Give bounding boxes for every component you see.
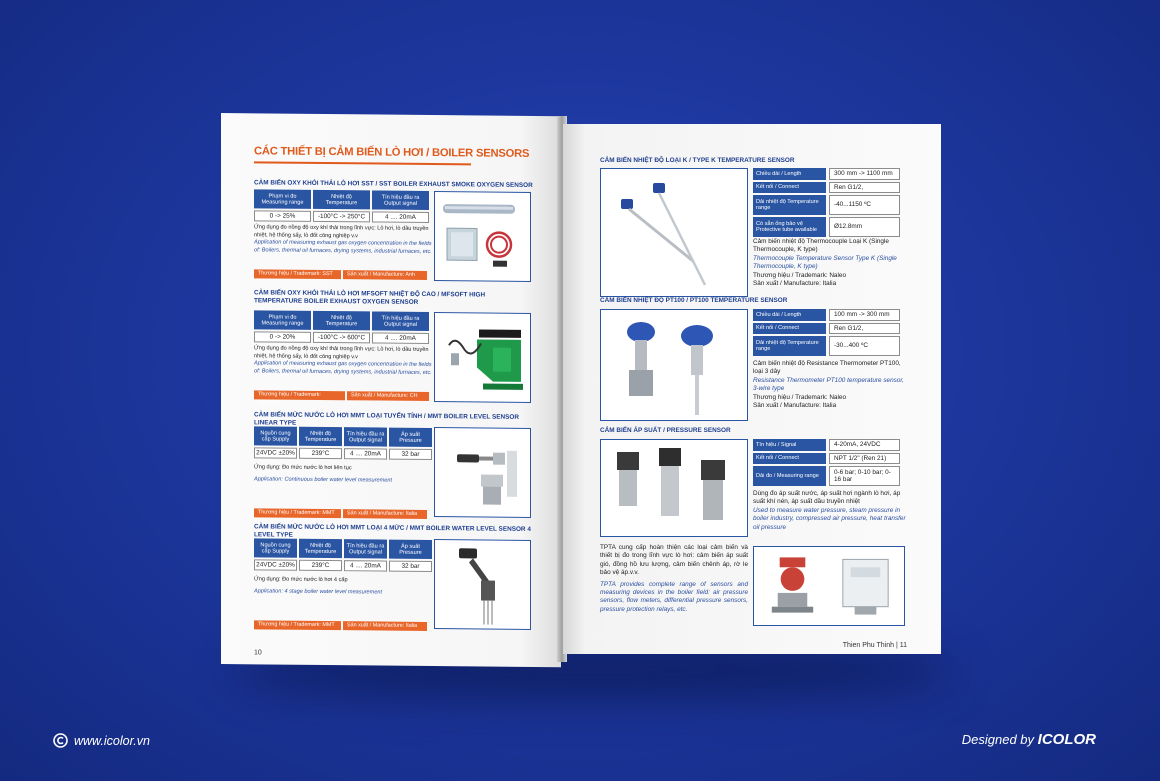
- product-photo-typek: [600, 168, 748, 297]
- designer-brand: ICOLOR: [1037, 731, 1096, 748]
- spec-list-pt100: [753, 309, 900, 358]
- description-sst: [254, 224, 432, 256]
- manufacture-text: Sản xuất / Manufacture: Italia: [753, 280, 837, 288]
- spec-row: [753, 439, 900, 451]
- spec-row: [753, 217, 900, 237]
- spec-row: [753, 195, 900, 215]
- product-photo-4level: [434, 539, 531, 630]
- transmitter-image: [758, 551, 827, 621]
- section-title-pressure: CẢM BIẾN ÁP SUẤT / PRESSURE SENSOR: [600, 427, 731, 434]
- product-photo-pressure: [600, 439, 748, 537]
- summary-en: TPTA provides complete range of sensors and measuring devices in the boiler field: air pressure sensors, flow meters, differential pressure sensors, pressure protection relays, etc.: [600, 580, 748, 613]
- spec-header: Nhiệt độ Temperature: [313, 190, 370, 210]
- spec-row: [753, 182, 900, 194]
- spec-value: 4 .... 20mA: [372, 332, 429, 344]
- spec-table-4level: [254, 538, 432, 572]
- spec-header: Tín hiệu đầu ra Output signal: [372, 311, 429, 331]
- spec-value: 32 bar: [389, 449, 432, 460]
- spec-table-sst: [254, 189, 429, 223]
- spec-value: 4 .... 20mA: [344, 560, 387, 571]
- spec-header: Tín hiệu đầu ra Output signal: [344, 427, 387, 446]
- desc-en: Application: 4 stage boiler water level measurement: [254, 587, 383, 596]
- desc-vi: Cảm biến nhiệt độ Resistance Thermometer PT100, loại 3 dây: [753, 360, 901, 376]
- spec-list-pressure: [753, 439, 900, 488]
- spec-table-linear: [254, 426, 432, 460]
- spec-val: -30...400 ºC: [829, 336, 900, 356]
- spec-row: [753, 336, 900, 356]
- section-title-4level: CẢM BIẾN MỨC NƯỚC LÒ HƠI MMT LOẠI 4 MỨC / MMT BOILER WATER LEVEL SENSOR 4 LEVEL TYPE: [254, 523, 531, 539]
- spec-value: 24VDC ±20%: [254, 447, 297, 458]
- spec-val: 100 mm -> 300 mm: [829, 309, 900, 321]
- trademark-label: Thương hiệu / Trademark: MMT: [254, 508, 341, 518]
- spec-header: Áp suất Pressure: [389, 540, 432, 559]
- spec-val: Ren G1/2,: [829, 182, 900, 194]
- spec-list-typek: [753, 168, 900, 239]
- spec-key: Kết nối / Connect: [753, 323, 826, 335]
- section-title-mfsoft: CẢM BIẾN OXY KHÓI THẢI LÒ HƠI MFSOFT NHIỆT ĐỘ CAO / MFSOFT HIGH TEMPERATURE BOILER EXHAUST OXYGEN SENSOR: [254, 289, 486, 306]
- desc-en: Application: Continuous boiler water level measurement: [254, 475, 393, 484]
- spec-key: Kết nối / Connect: [753, 453, 826, 465]
- trademark-label: Thương hiệu / Trademark: MMT: [254, 620, 341, 630]
- spec-value: 0 -> 25%: [254, 210, 311, 222]
- manufacture-label: Sản xuất / Manufacture: Italia: [343, 621, 427, 631]
- product-photo-mfsoft: [434, 312, 531, 403]
- desc-vi: Ứng dụng: Đo mức nước lò hơi liên tục: [254, 464, 352, 472]
- desc-vi: Dùng đo áp suất nước, áp suất hơi ngành lò hơi, áp suất khí nén, áp suất dầu truyền nhiệt: [753, 490, 901, 506]
- product-photo-sst: [434, 191, 531, 282]
- spec-value: 24VDC ±20%: [254, 559, 297, 570]
- description-pt100: [753, 360, 909, 410]
- desc-en: Application of measuring exhaust gas oxygen concentration in the fields of: Boilers, thermal oil furnaces, drying systems, industrial furnaces, etc.: [254, 239, 432, 255]
- trademark-label: Thương hiệu / Trademark: SST: [254, 269, 341, 279]
- manufacture-label: Sản xuất / Manufacture: Italia: [343, 509, 427, 519]
- spec-key: Có sẵn ống bảo vệ Protective tube available: [753, 217, 826, 237]
- brand-bar-mfsoft: [254, 390, 429, 408]
- section-title-pt100: CẢM BIẾN NHIỆT ĐỘ PT100 / PT100 TEMPERATURE SENSOR: [600, 297, 788, 304]
- spec-value: 0 -> 20%: [254, 331, 311, 343]
- description-mfsoft: [254, 345, 432, 377]
- brand-bar-4level: [254, 620, 427, 631]
- spec-key: Chiều dài / Length: [753, 168, 826, 180]
- spec-key: Dải nhiệt độ Temperature range: [753, 336, 826, 356]
- product-photo-linear: [434, 427, 531, 518]
- description-linear: [254, 464, 432, 485]
- desc-en: Application of measuring exhaust gas oxygen concentration in the fields of: Boilers, thermal oil furnaces, drying systems, industrial furnaces, etc.: [254, 360, 432, 376]
- right-page: [563, 124, 941, 654]
- pressure-switch-image: [831, 551, 900, 621]
- section-title-linear: CẢM BIẾN MỨC NƯỚC LÒ HƠI MMT LOẠI TUYẾN TÍNH / MMT BOILER LEVEL SENSOR LINEAR TYPE: [254, 411, 519, 427]
- desc-vi: Cảm biến nhiệt độ Thermocouple Loại K (Single Thermocouple, K type): [753, 238, 889, 254]
- section-title-sst: CẢM BIẾN OXY KHÓI THẢI LÒ HƠI SST / SST BOILER EXHAUST SMOKE OXYGEN SENSOR: [254, 179, 533, 189]
- spec-key: Dải nhiệt độ Temperature range: [753, 195, 826, 215]
- spec-table-mfsoft: [254, 310, 429, 344]
- spec-header: Nguồn cung cấp Supply: [254, 538, 297, 557]
- spec-header: Nguồn cung cấp Supply: [254, 426, 297, 445]
- spec-key: Tín hiệu / Signal: [753, 439, 826, 451]
- spec-header: Phạm vi đo Measuring range: [254, 189, 311, 209]
- product-photo-accessories: [753, 546, 905, 626]
- spec-value: 239°C: [299, 448, 342, 459]
- trademark-text: Thương hiệu / Trademark: Naleo: [753, 271, 847, 279]
- spec-header: Nhiệt độ Temperature: [299, 427, 342, 446]
- brand-bar-linear: [254, 508, 427, 519]
- page-title: CÁC THIẾT BỊ CẢM BIẾN LÒ HƠI / BOILER SENSORS: [254, 145, 530, 160]
- manufacture-label: Sản xuất / Manufacture: Anh: [343, 270, 427, 280]
- spec-value: 4 .... 20mA: [372, 211, 429, 223]
- spec-header: Nhiệt độ Temperature: [299, 539, 342, 558]
- spec-val: -40...1150 ºC: [829, 195, 900, 215]
- brand-bar-sst: [254, 269, 427, 280]
- description-pressure: [753, 490, 909, 532]
- description-4level: [254, 576, 432, 597]
- spec-value: -100°C -> 600°C: [313, 332, 370, 344]
- spec-row: [753, 453, 900, 465]
- spec-header: Tín hiệu đầu ra Output signal: [344, 539, 387, 558]
- spec-val: Ren G1/2,: [829, 323, 900, 335]
- spec-key: Kết nối / Connect: [753, 182, 826, 194]
- spec-key: Dải đo / Measuring range: [753, 466, 826, 486]
- desc-en: Thermocouple Temperature Sensor Type K (Single Thermocouple, K type): [753, 254, 897, 271]
- spec-value: 4 .... 20mA: [344, 448, 387, 459]
- spec-header: Phạm vi đo Measuring range: [254, 310, 311, 330]
- spec-val: NPT 1/2" (Ren 21): [829, 453, 900, 465]
- spec-row: [753, 168, 900, 180]
- spec-row: [753, 466, 900, 486]
- spec-row: [753, 309, 900, 321]
- page-number: 10: [254, 649, 262, 657]
- manufacture-text: Sản xuất / Manufacture: Italia: [753, 402, 837, 410]
- title-underline: [254, 161, 471, 165]
- desc-en: Used to measure water pressure, steam pressure in boiler industry, compressed air pressure, heat transfer oil pressure: [753, 506, 906, 531]
- spec-value: 32 bar: [389, 561, 432, 572]
- page-footer: Thien Phu Thinh | 11: [842, 642, 907, 649]
- desc-en: Resistance Thermometer PT100 temperature sensor, 3-wire type: [753, 376, 904, 393]
- designed-by-label: Designed by: [961, 732, 1035, 747]
- description-typek: [753, 238, 909, 288]
- spec-header: Áp suất Pressure: [389, 428, 432, 447]
- summary-vi: TPTA cung cấp hoàn thiện các loại cảm biến và thiết bị đo trong lĩnh vực lò hơi: cảm biến áp suất gió, đồng hồ lưu lượng, cảm biến chênh áp, rờ le bảo vệ áp.v.v.: [600, 544, 748, 577]
- trademark-text: Thương hiệu / Trademark: Naleo: [753, 393, 847, 401]
- spec-val: 0-6 bar; 0-10 bar; 0-16 bar: [829, 466, 900, 486]
- trademark-label: Thương hiệu / Trademark: MFSOFT: [254, 390, 345, 400]
- copyright-icon: [53, 733, 68, 748]
- spec-val: Ø12.8mm: [829, 217, 900, 237]
- spec-val: 4-20mA, 24VDC: [829, 439, 900, 451]
- website-link[interactable]: www.icolor.vn: [74, 733, 150, 748]
- manufacture-label: Sản xuất / Manufacture: CH Séc: [347, 391, 429, 401]
- summary-text: [600, 544, 748, 614]
- spec-value: -100°C -> 250°C: [313, 211, 370, 223]
- spec-row: [753, 323, 900, 335]
- designed-by: [962, 731, 1096, 748]
- desc-vi: Ứng dụng đo nồng độ oxy khí thải trong lĩnh vực: Lò hơi, lò dầu truyền nhiệt, hệ thống sấy, lò đốt công nghiệp v.v: [254, 345, 429, 360]
- desc-vi: Ứng dụng: Đo mức nước lò hơi 4 cấp: [254, 576, 348, 584]
- section-title-typek: CẢM BIẾN NHIỆT ĐỘ LOẠI K / TYPE K TEMPERATURE SENSOR: [600, 157, 795, 164]
- spec-key: Chiều dài / Length: [753, 309, 826, 321]
- product-photo-pt100: [600, 309, 748, 421]
- desc-vi: Ứng dụng đo nồng độ oxy khí thải trong lĩnh vực: Lò hơi, lò dầu truyền nhiệt, hệ thống sấy, lò đốt công nghiệp v.v: [254, 224, 429, 239]
- spec-val: 300 mm -> 1100 mm: [829, 168, 900, 180]
- spec-header: Nhiệt độ Temperature: [313, 311, 370, 331]
- website-credit: [53, 733, 150, 748]
- spec-header: Tín hiệu đầu ra Output signal: [372, 190, 429, 210]
- spec-value: 239°C: [299, 560, 342, 571]
- left-page: [221, 113, 561, 667]
